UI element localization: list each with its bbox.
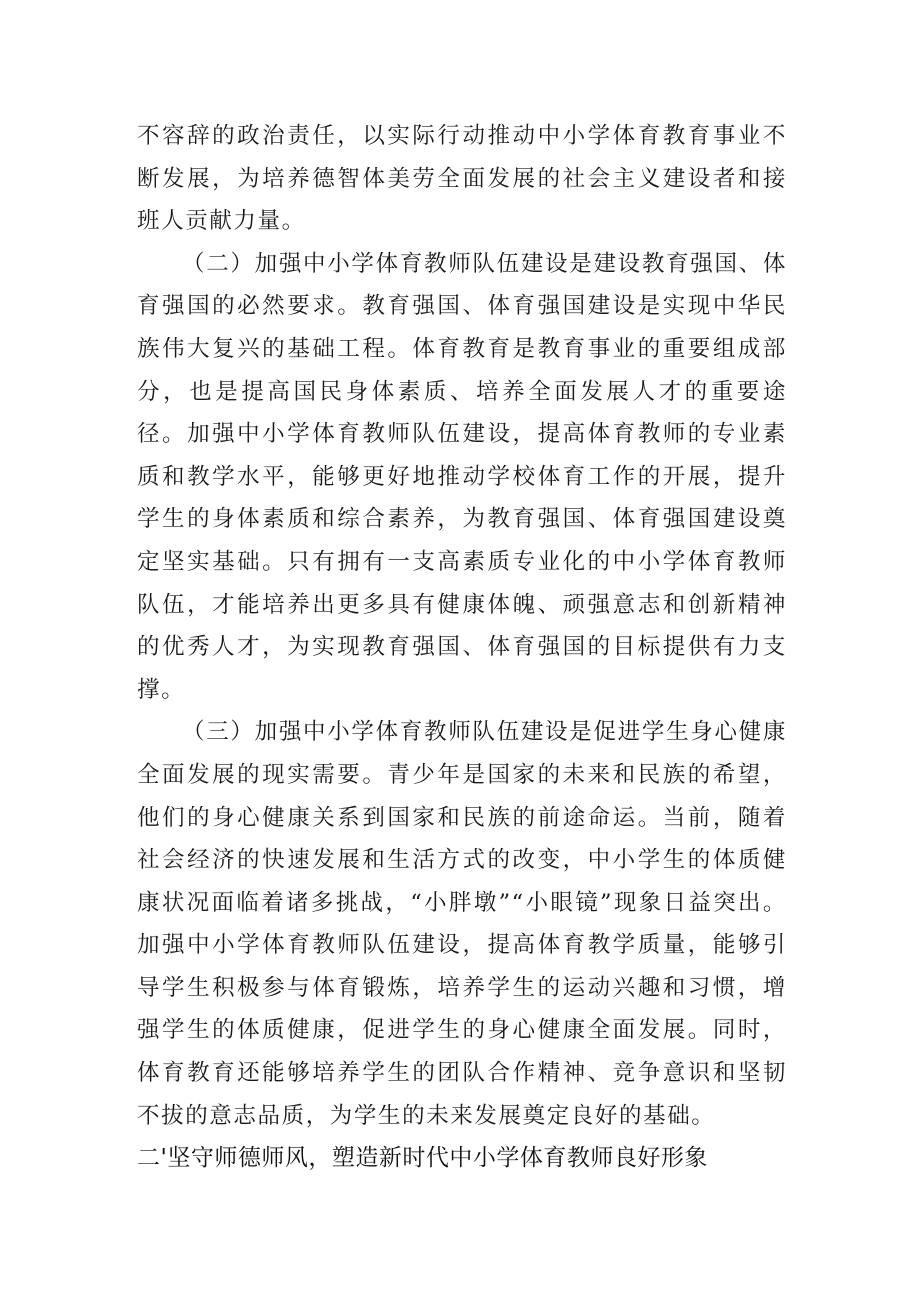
- section-heading: 二'坚守师德师风，塑造新时代中小学体育教师良好形象: [137, 1145, 708, 1172]
- paragraph-section-2: （二）加强中小学体育教师队伍建设是建设教育强国、体育强国的必然要求。教育强国、体育强国建设是实现中华民族伟大复兴的基础工程。体育教育是教育事业的重要组成部分，也是提高国民身体素质、培养全面发展人才的重要途径。加强中小学体育教师队伍建设，提高体育教师的专业素质和教学水平，能够更好地推动学校体育工作的开展，提升学生的身体素质和综合素养，为教育强国、体育强国建设奠定坚实基础。只有拥有一支高素质专业化的中小学体育教师队伍，才能培养出更多具有健康体魄、顽强意志和创新精神的优秀人才，为实现教育强国、体育强国的目标提供有力支撑。: [137, 250, 787, 703]
- paragraph-section-3: （三）加强中小学体育教师队伍建设是促进学生身心健康全面发展的现实需要。青少年是国家的未来和民族的希望，他们的身心健康关系到国家和民族的前途命运。当前，随着社会经济的快速发展和生活方式的改变，中小学生的体质健康状况面临着诸多挑战，“小胖墩”“小眼镜”现象日益突出。加强中小学体育教师队伍建设，提高体育教学质量，能够引导学生积极参与体育锻炼，培养学生的运动兴趣和习惯，增强学生的体质健康，促进学生的身心健康全面发展。同时，体育教育还能够培养学生的团队合作精神、竞争意识和坚韧不拔的意志品质，为学生的未来发展奠定良好的基础。: [137, 719, 787, 1129]
- document-body: [137, 115, 787, 1180]
- paragraph-continuation: 不容辞的政治责任，以实际行动推动中小学体育教育事业不断发展，为培养德智体美劳全面发展的社会主义建设者和接班人贡献力量。: [137, 123, 787, 235]
